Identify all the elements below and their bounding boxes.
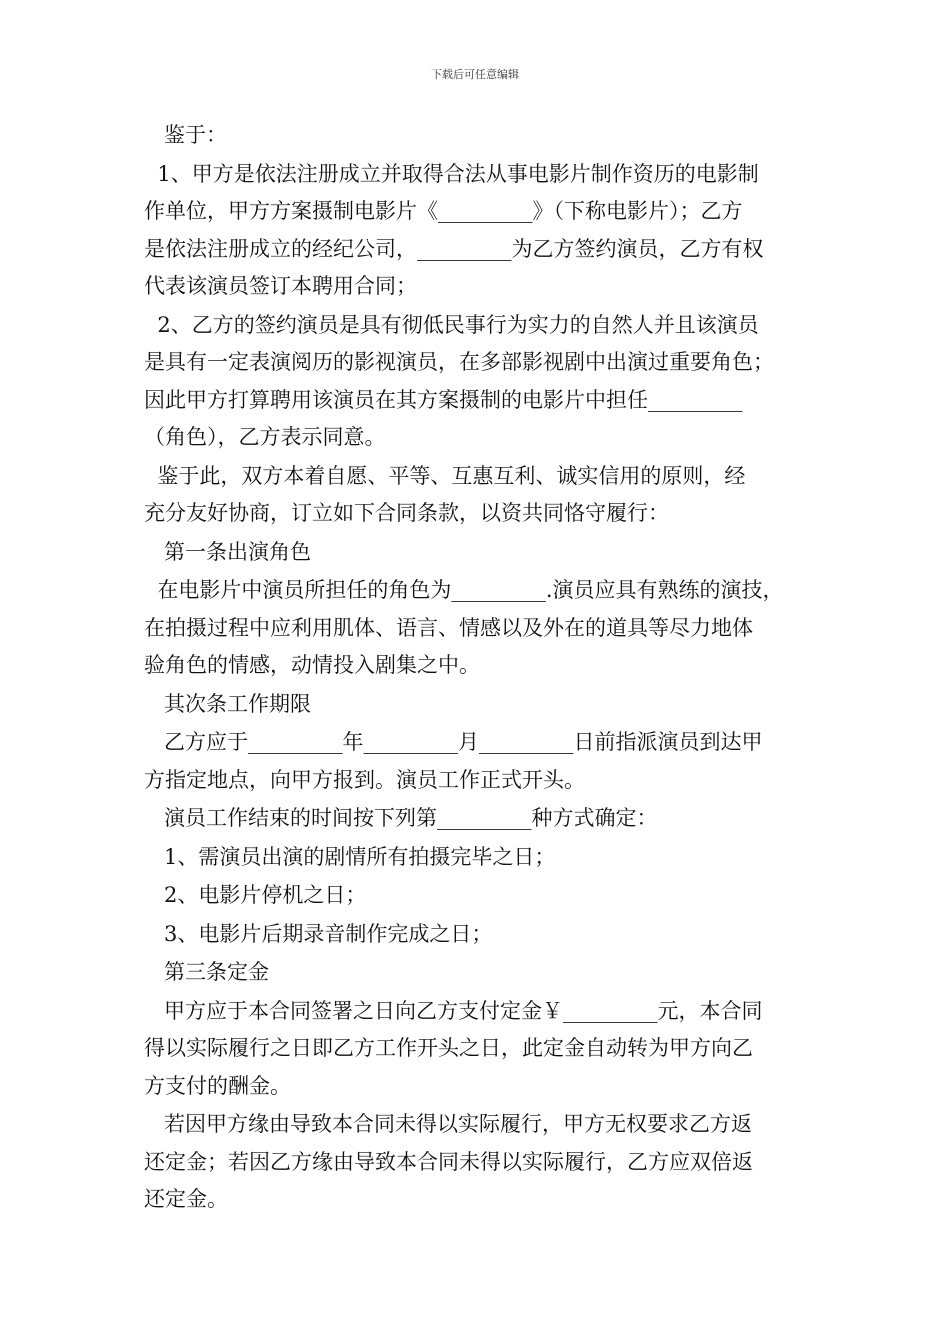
paragraph-whereas	[144, 117, 816, 155]
paragraph-art3-title	[144, 954, 816, 992]
text-line: 还定金；若因乙方缘由导致本合同未得以实际履行，乙方应双倍返	[144, 1149, 753, 1174]
text-line: 若因甲方缘由导致本合同未得以实际履行，甲方无权要求乙方返	[144, 1112, 753, 1136]
paragraph-art2-opt2	[144, 877, 816, 915]
text-line: 验角色的情感，动情投入剧集之中。	[144, 653, 480, 677]
text-line: 2、乙方的签约演员是具有彻低民事行为实力的自然人并且该演员	[144, 312, 759, 337]
text-line: 演员工作结束的时间按下列第_________种方式确定：	[144, 806, 658, 830]
text-line: （角色），乙方表示同意。	[144, 425, 386, 449]
text-line: 其次条工作期限	[144, 691, 312, 716]
text-line: 1、需演员出演的剧情所有拍摄完毕之日；	[144, 844, 556, 869]
text-line: 因此甲方打算聘用该演员在其方案摄制的电影片中担任_________	[144, 387, 743, 412]
paragraph-art2-opt1	[144, 839, 816, 877]
text-line: 鉴于：	[144, 123, 228, 147]
text-line: 第一条出演角色	[144, 539, 312, 564]
paragraph-art1-title	[144, 534, 816, 572]
paragraph-recital-1	[144, 156, 816, 306]
document-body	[144, 117, 816, 1219]
paragraph-art3-breach	[144, 1106, 816, 1219]
text-line: 甲方应于本合同签署之日向乙方支付定金￥_________元，本合同	[144, 998, 763, 1023]
paragraph-recital-2	[144, 307, 816, 457]
text-line: 充分友好协商，订立如下合同条款，以资共同恪守履行：	[144, 501, 669, 525]
text-line: 还定金。	[144, 1187, 228, 1211]
text-line: 3、电影片后期录音制作完成之日；	[144, 921, 493, 946]
text-line: 2、电影片停机之日；	[144, 883, 367, 907]
page-header: 下载后可任意编辑	[431, 68, 519, 81]
text-line: 鉴于此，双方本着自愿、平等、互惠互利、诚实信用的原则，经	[144, 463, 746, 488]
text-line: 乙方应于_________年_________月_________日前指派演员到达甲	[144, 730, 763, 754]
paragraph-art3-body	[144, 993, 816, 1106]
paragraph-art2-title	[144, 686, 816, 724]
text-line: 在拍摄过程中应利用肌体、语言、情感以及外在的道具等尽力地体	[144, 615, 753, 640]
text-line: 代表该演员签订本聘用合同；	[144, 274, 417, 298]
text-line: 是具有一定表演阅历的影视演员，在多部影视剧中出演过重要角色；	[144, 350, 774, 374]
text-line: 方指定地点，向甲方报到。演员工作正式开头。	[144, 767, 585, 792]
paragraph-art2-end	[144, 800, 816, 838]
text-line: 在电影片中演员所担任的角色为_________.演员应具有熟练的演技，	[144, 578, 784, 602]
paragraph-agreement	[144, 458, 816, 533]
text-line: 作单位，甲方方案摄制电影片《_________》（下称电影片）；乙方	[144, 199, 743, 223]
paragraph-art2-body	[144, 724, 816, 799]
text-line: 1、甲方是依法注册成立并取得合法从事电影片制作资历的电影制	[144, 161, 759, 186]
paragraph-art2-opt3	[144, 916, 816, 954]
text-line: 第三条定金	[144, 960, 270, 984]
text-line: 是依法注册成立的经纪公司，_________为乙方签约演员，乙方有权	[144, 236, 764, 261]
text-line: 得以实际履行之日即乙方工作开头之日，此定金自动转为甲方向乙	[144, 1036, 753, 1060]
paragraph-art1-body	[144, 572, 816, 685]
text-line: 方支付的酬金。	[144, 1073, 291, 1098]
